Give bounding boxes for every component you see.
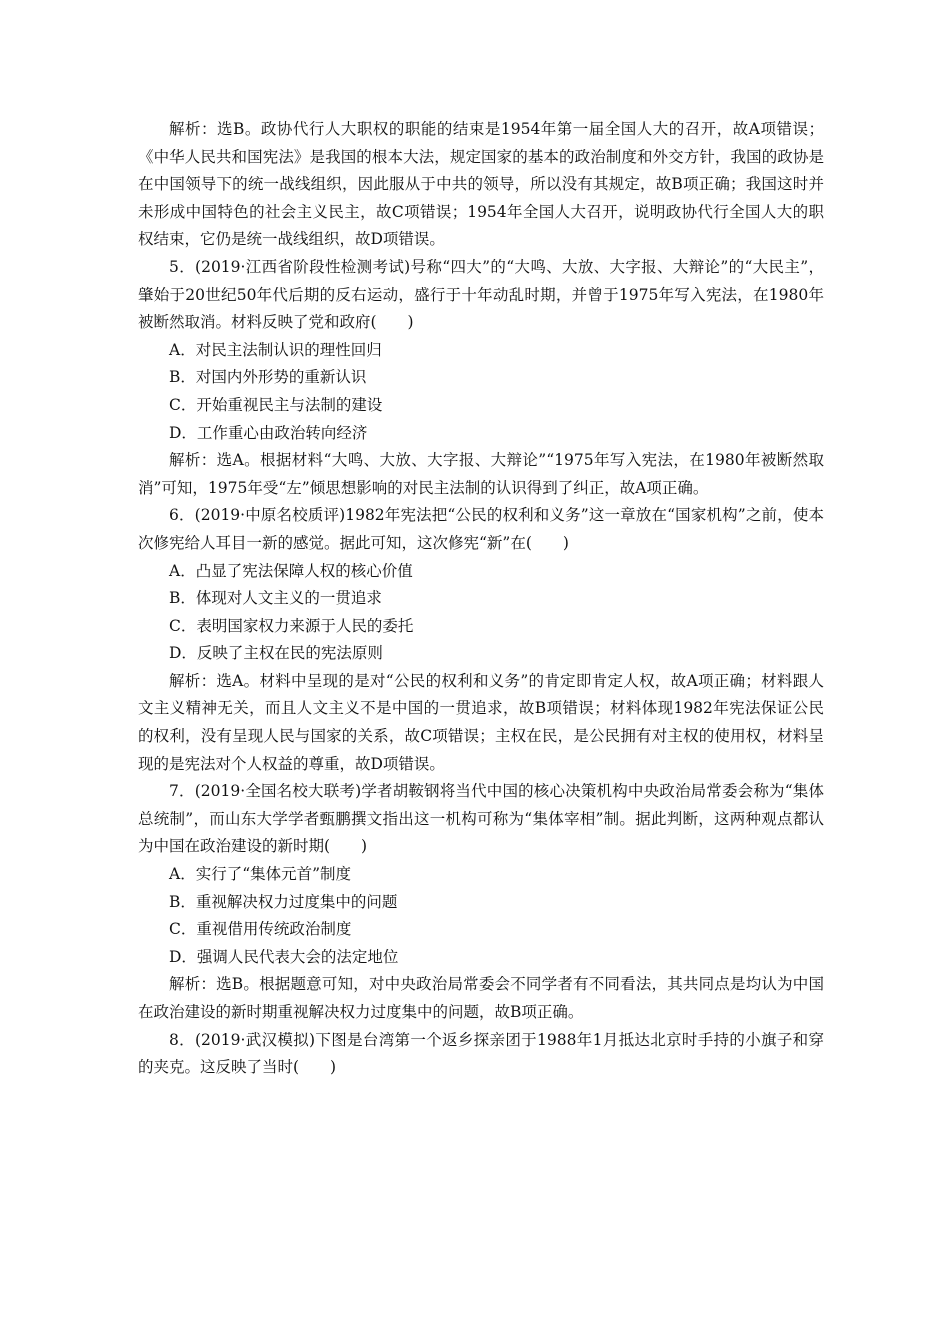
question-6-option-a: A．凸显了宪法保障人权的核心价值 — [169, 561, 413, 580]
answer-explanation-6: 解析：选A。材料中呈现的是对“公民的权利和义务”的肯定即肯定人权，故A项正确；材料跟人文主义精神无关，而且人文主义不是中国的一贯追求，故B项错误；材料体现1982年宪法保证公民的权利，没有呈现人民与国家的关系，故C项错误；主权在民，是公民拥有对主权的使用权，材料呈现的是宪法对个人权益的尊重，故D项错误。 — [138, 671, 824, 773]
question-7-option-d: D．强调人民代表大会的法定地位 — [169, 947, 399, 966]
question-7-stem: 7．(2019·全国名校大联考)学者胡鞍钢将当代中国的核心决策机构中央政治局常委会称为“集体总统制”，而山东大学学者甄鹏撰文指出这一机构可称为“集体宰相”制。据此判断，这两种观点都认为中国在政治建设的新时期( ) — [138, 782, 824, 856]
question-5-option-a: A．对民主法制认识的理性回归 — [169, 340, 382, 359]
question-5-option-c: C．开始重视民主与法制的建设 — [169, 395, 383, 414]
question-6-option-b: B．体现对人文主义的一贯追求 — [169, 589, 382, 608]
answer-explanation-5: 解析：选A。根据材料“大鸣、大放、大字报、大辩论”“1975年写入宪法，在1980年被断然取消”可知，1975年受“左”倾思想影响的对民主法制的认识得到了纠正，故A项正确。 — [138, 451, 824, 497]
document-body — [138, 116, 824, 1082]
answer-explanation-7: 解析：选B。根据题意可知，对中央政治局常委会不同学者有不同看法，其共同点是均认为中国在政治建设的新时期重视解决权力过度集中的问题，故B项正确。 — [138, 975, 824, 1021]
question-6-option-c: C．表明国家权力来源于人民的委托 — [169, 616, 414, 635]
question-7-option-b: B．重视解决权力过度集中的问题 — [169, 892, 398, 911]
question-5-option-d: D．工作重心由政治转向经济 — [169, 423, 368, 442]
question-8-stem: 8．(2019·武汉模拟)下图是台湾第一个返乡探亲团于1988年1月抵达北京时手持的小旗子和穿的夹克。这反映了当时( ) — [138, 1030, 824, 1077]
answer-explanation-4: 解析：选B。政协代行人大职权的职能的结束是1954年第一届全国人大的召开，故A项错误；《中华人民共和国宪法》是我国的根本大法，规定国家的基本的政治制度和外交方针，我国的政协是在中国领导下的统一战线组织，因此服从于中共的领导，所以没有其规定，故B项正确；我国这时并未形成中国特色的社会主义民主，故C项错误；1954年全国人大召开，说明政协代行全国人大的职权结束，它仍是统一战线组织，故D项错误。 — [138, 120, 824, 249]
question-6-option-d: D．反映了主权在民的宪法原则 — [169, 644, 383, 663]
question-5-stem: 5．(2019·江西省阶段性检测考试)号称“四大”的“大鸣、大放、大字报、大辩论”的“大民主”，肇始于20世纪50年代后期的反右运动，盛行于十年动乱时期，并曾于1975年写入宪法，在1980年被断然取消。材料反映了党和政府( ) — [138, 257, 824, 332]
question-7-option-a: A．实行了“集体元首”制度 — [169, 865, 352, 884]
question-7-option-c: C．重视借用传统政治制度 — [169, 920, 352, 939]
question-6-stem: 6．(2019·中原名校质评)1982年宪法把“公民的权利和义务”这一章放在“国家机构”之前，使本次修宪给人耳目一新的感觉。据此可知，这次修宪“新”在( ) — [138, 506, 824, 552]
question-5-option-b: B．对国内外形势的重新认识 — [169, 368, 367, 387]
